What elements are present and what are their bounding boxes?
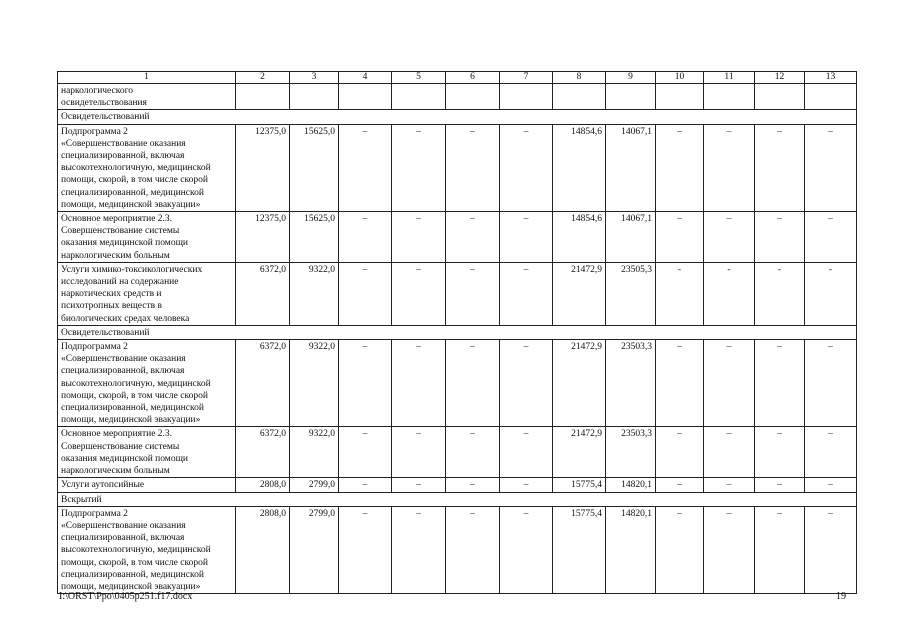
table-cell <box>446 84 500 110</box>
table-cell: 14820,1 <box>606 478 656 492</box>
table-cell <box>656 84 704 110</box>
column-header: 8 <box>553 72 606 84</box>
table-cell: – <box>805 506 857 593</box>
table-cell: – <box>339 506 392 593</box>
table-cell: – <box>500 478 553 492</box>
table-cell: – <box>704 124 755 211</box>
column-header: 2 <box>236 72 290 84</box>
table-cell <box>290 84 339 110</box>
table-cell: – <box>392 427 446 478</box>
table-cell <box>500 84 553 110</box>
table-cell: – <box>446 427 500 478</box>
table-cell: – <box>805 124 857 211</box>
footer-file-path: I:\ORST\Ppo\0405p251.f17.docx <box>59 591 193 602</box>
table-cell <box>236 84 290 110</box>
table-cell: – <box>339 427 392 478</box>
table-cell: 15625,0 <box>290 124 339 211</box>
table-cell: 9322,0 <box>290 262 339 325</box>
table-cell: – <box>704 427 755 478</box>
table-cell: 12375,0 <box>236 124 290 211</box>
table-row <box>58 212 857 263</box>
table-cell: 14067,1 <box>606 124 656 211</box>
column-header: 9 <box>606 72 656 84</box>
table-cell: 14067,1 <box>606 212 656 263</box>
table-cell: – <box>392 124 446 211</box>
table-cell: – <box>755 478 805 492</box>
table-cell: – <box>755 340 805 427</box>
table-cell: – <box>656 124 704 211</box>
table-cell: – <box>704 506 755 593</box>
table-cell: – <box>339 478 392 492</box>
table-cell: – <box>446 212 500 263</box>
table-cell: 6372,0 <box>236 262 290 325</box>
table-cell: 9322,0 <box>290 340 339 427</box>
table-cell: – <box>755 506 805 593</box>
table-cell: – <box>392 340 446 427</box>
table-cell: - <box>755 262 805 325</box>
section-label: Освидетельствований <box>58 325 857 339</box>
table-cell: 14820,1 <box>606 506 656 593</box>
table-body <box>58 72 857 594</box>
table-cell: 2799,0 <box>290 506 339 593</box>
table-row <box>58 262 857 325</box>
table-cell: – <box>704 478 755 492</box>
table-cell: – <box>704 340 755 427</box>
table-cell: 9322,0 <box>290 427 339 478</box>
column-header: 13 <box>805 72 857 84</box>
table-cell: – <box>392 262 446 325</box>
column-header: 7 <box>500 72 553 84</box>
table-cell: – <box>392 212 446 263</box>
column-header: 10 <box>656 72 704 84</box>
table-cell: – <box>392 506 446 593</box>
table-cell: – <box>656 212 704 263</box>
table-cell: 2799,0 <box>290 478 339 492</box>
table-cell: - <box>805 262 857 325</box>
table-cell: – <box>500 212 553 263</box>
table-cell <box>339 84 392 110</box>
table-cell: 2808,0 <box>236 506 290 593</box>
column-header: 4 <box>339 72 392 84</box>
table-cell: – <box>446 506 500 593</box>
column-header: 6 <box>446 72 500 84</box>
table-cell: – <box>656 506 704 593</box>
table-cell: 15775,4 <box>553 506 606 593</box>
column-header: 5 <box>392 72 446 84</box>
table-cell: 6372,0 <box>236 427 290 478</box>
table-cell: 21472,9 <box>553 427 606 478</box>
table-cell: 15775,4 <box>553 478 606 492</box>
table-cell <box>606 84 656 110</box>
table-cell: – <box>500 506 553 593</box>
table-cell: 2808,0 <box>236 478 290 492</box>
table-cell: 23503,3 <box>606 427 656 478</box>
table-cell: – <box>656 427 704 478</box>
table-cell: 21472,9 <box>553 262 606 325</box>
table-cell: – <box>500 340 553 427</box>
table-cell: 15625,0 <box>290 212 339 263</box>
table-cell: – <box>805 340 857 427</box>
column-header: 1 <box>58 72 236 84</box>
section-label: Освидетельствований <box>58 110 857 124</box>
table-cell: 6372,0 <box>236 340 290 427</box>
table-cell: – <box>805 478 857 492</box>
row-label: наркологического освидетельствования <box>58 84 236 110</box>
table-cell <box>755 84 805 110</box>
table-cell: – <box>656 340 704 427</box>
row-label: Основное мероприятие 2.3. Совершенствование системы оказания медицинской помощи наркологическим больным <box>58 427 236 478</box>
table-cell: – <box>704 212 755 263</box>
table-cell: – <box>339 124 392 211</box>
table-cell: – <box>755 427 805 478</box>
table-cell: – <box>339 212 392 263</box>
table-cell: - <box>656 262 704 325</box>
table-cell: – <box>755 212 805 263</box>
table-cell: – <box>339 340 392 427</box>
table-cell <box>392 84 446 110</box>
table-cell: – <box>500 427 553 478</box>
table-cell: 21472,9 <box>553 340 606 427</box>
table-cell: – <box>446 262 500 325</box>
table-cell: 23503,3 <box>606 340 656 427</box>
column-header: 12 <box>755 72 805 84</box>
row-label: Подпрограмма 2 «Совершенствование оказания специализированной, включая высокотехнологичную, медицинской помощи, скорой, в том числе скорой специализированной, медицинской помощи, медицинской эвакуации» <box>58 506 236 593</box>
table-row <box>58 124 857 211</box>
section-row <box>58 492 857 506</box>
section-row <box>58 325 857 339</box>
table-cell <box>553 84 606 110</box>
table-row <box>58 84 857 110</box>
section-label: Вскрытий <box>58 492 857 506</box>
table-row <box>58 506 857 593</box>
row-label: Подпрограмма 2 «Совершенствование оказания специализированной, включая высокотехнологичную, медицинской помощи, скорой, в том числе скорой специализированной, медицинской помощи, медицинской эвакуации» <box>58 124 236 211</box>
table-cell <box>704 84 755 110</box>
page-number: 19 <box>836 591 846 602</box>
table-cell: 12375,0 <box>236 212 290 263</box>
data-table <box>57 71 857 594</box>
table-cell: 14854,6 <box>553 124 606 211</box>
row-label: Подпрограмма 2 «Совершенствование оказания специализированной, включая высокотехнологичную, медицинской помощи, скорой, в том числе скорой специализированной, медицинской помощи, медицинской эвакуации» <box>58 340 236 427</box>
table-row <box>58 340 857 427</box>
table-cell: 14854,6 <box>553 212 606 263</box>
table-cell: - <box>704 262 755 325</box>
table-cell: 23505,3 <box>606 262 656 325</box>
table-cell: – <box>446 124 500 211</box>
table-cell: – <box>755 124 805 211</box>
column-header: 3 <box>290 72 339 84</box>
table-header-row <box>58 72 857 84</box>
table-cell: – <box>392 478 446 492</box>
table-cell <box>805 84 857 110</box>
table-cell: – <box>446 340 500 427</box>
table-cell: – <box>500 262 553 325</box>
table-cell: – <box>500 124 553 211</box>
table-cell: – <box>656 478 704 492</box>
column-header: 11 <box>704 72 755 84</box>
section-row <box>58 110 857 124</box>
table-cell: – <box>339 262 392 325</box>
table-cell: – <box>805 427 857 478</box>
table-row <box>58 427 857 478</box>
row-label: Услуги химико-токсикологических исследований на содержание наркотических средств и психотропных веществ в биологических средах человека <box>58 262 236 325</box>
table-cell: – <box>805 212 857 263</box>
row-label: Услуги аутопсийные <box>58 478 236 492</box>
table-row <box>58 478 857 492</box>
table-cell: – <box>446 478 500 492</box>
row-label: Основное мероприятие 2.3. Совершенствование системы оказания медицинской помощи наркологическим больным <box>58 212 236 263</box>
